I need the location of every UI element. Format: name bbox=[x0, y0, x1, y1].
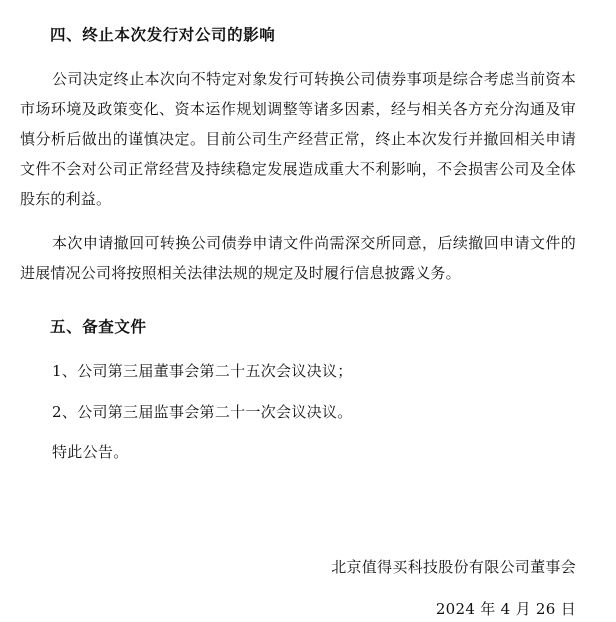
impact-paragraph-2: 本次申请撤回可转换公司债券申请文件尚需深交所同意，后续撤回申请文件的进展情况公司将按照相关法律法规的规定及时履行信息披露义务。 bbox=[20, 234, 576, 282]
impact-paragraph-1: 公司决定终止本次向不特定对象发行可转换公司债券事项是综合考虑当前资本市场环境及政策变化、资本运作规划调整等诸多因素，经与相关各方充分沟通及审慎分析后做出的谨慎决定。目前公司生产经营正常，终止本次发行并撤回相关申请文件不会对公司正常经营及持续稳定发展造成重大不利影响，不会损害公司及全体股东的利益。 bbox=[20, 70, 576, 208]
section-heading-impact: 四、终止本次发行对公司的影响 bbox=[50, 25, 276, 44]
reference-item-2: 2、公司第三届监事会第二十一次会议决议。 bbox=[52, 403, 353, 421]
closing-statement: 特此公告。 bbox=[52, 443, 129, 461]
reference-item-1: 1、公司第三届董事会第二十五次会议决议； bbox=[52, 362, 353, 380]
section-heading-reference-documents: 五、备查文件 bbox=[50, 317, 147, 336]
signature-date: 2024 年 4 月 26 日 bbox=[435, 600, 576, 618]
signature-company: 北京值得买科技股份有限公司董事会 bbox=[331, 558, 576, 576]
